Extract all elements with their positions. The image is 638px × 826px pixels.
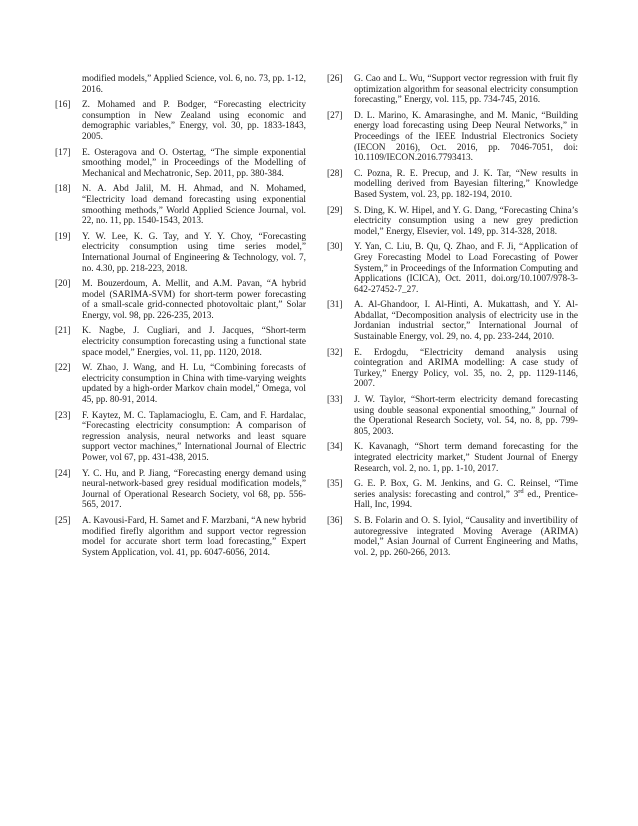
reference-28 bbox=[327, 169, 578, 201]
reference-number: [27] bbox=[327, 110, 343, 121]
reference-29 bbox=[327, 206, 578, 238]
reference-19 bbox=[55, 232, 306, 274]
reference-18 bbox=[55, 184, 306, 226]
reference-26 bbox=[327, 74, 578, 106]
reference-21 bbox=[55, 326, 306, 358]
reference-text: G. Cao and L. Wu, “Support vector regression with fruit fly optimization algorithm for seasonal electricity consumption forecasting,” Energy, vol. 115, pp. 734-745, 2016. bbox=[354, 74, 578, 106]
reference-text: D. L. Marino, K. Amarasinghe, and M. Manic, “Building energy load forecasting using Deep Neural Networks,” in Proceedings of the IEEE Industrial Electronics Society (IECON 2016), Oct. 2016, pp. 7046-7051, doi: 10.1109/IECON.2016.7793413. bbox=[354, 110, 578, 164]
reference-continuation bbox=[55, 74, 306, 95]
reference-number: [23] bbox=[55, 410, 71, 421]
reference-text: F. Kaytez, M. C. Taplamacioglu, E. Cam, and F. Hardalac, “Forecasting electricity consumption: A comparison of regression analysis, neural networks and least square support vector machines,” International Journal of Electric Power, vol 67, pp. 431-438, 2015. bbox=[82, 410, 306, 463]
reference-text: A. Kavousi-Fard, H. Samet and F. Marzbani, “A new hybrid modified firefly algorithm and support vector regression model for accurate short term load forecasting,” Expert System Application, vol. 41, pp. 6047-6056, 2014. bbox=[82, 515, 306, 558]
reference-number: [18] bbox=[55, 184, 71, 195]
reference-number: [29] bbox=[327, 205, 343, 216]
reference-text: S. B. Folarin and O. S. Iyiol, “Causality and invertibility of autoregressive integrated Moving Average (ARIMA) model,” Asian Journal of Current Engineering and Maths, vol. 2, pp. 260-266, 2013. bbox=[354, 515, 578, 558]
reference-number: [25] bbox=[55, 515, 71, 526]
reference-text: Z. Mohamed and P. Bodger, “Forecasting electricity consumption in New Zealand using economic and demographic variables,” Energy, vol. 30, pp. 1833-1843, 2005. bbox=[82, 100, 306, 142]
reference-number: [30] bbox=[327, 242, 343, 253]
reference-text: J. W. Taylor, “Short-term electricity demand forecasting using double seasonal exponential smoothing,” Journal of the Operational Research Society, vol. 54, no. 8, pp. 799-805, 2003. bbox=[354, 395, 578, 437]
reference-17 bbox=[55, 148, 306, 180]
reference-text: Y. W. Lee, K. G. Tay, and Y. Y. Choy, “Forecasting electricity consumption using time series model,” International Journal of Engineering & Technology, vol. 7, no. 4.30, pp. 218-223, 2018. bbox=[82, 231, 306, 274]
reference-number: [19] bbox=[55, 231, 71, 242]
reference-text: N. A. Abd Jalil, M. H. Ahmad, and N. Mohamed, “Electricity load demand forecasting using exponential smoothing methods,” World Applied Science Journal, vol. 22, no. 11, pp. 1540-1543, 2013. bbox=[82, 184, 306, 227]
reference-20 bbox=[55, 279, 306, 321]
reference-number: [24] bbox=[55, 468, 71, 479]
reference-number: [20] bbox=[55, 279, 71, 290]
references-left-column bbox=[55, 74, 306, 563]
reference-text: C. Pozna, R. E. Precup, and J. K. Tar, “New results in modelling derived from Bayesian filtering,” Knowledge Based System, vol. 23, pp. 182-194, 2010. bbox=[354, 168, 578, 200]
reference-number: [22] bbox=[55, 363, 71, 374]
reference-34 bbox=[327, 442, 578, 474]
reference-number: [36] bbox=[327, 515, 343, 526]
reference-number: [28] bbox=[327, 168, 343, 179]
reference-36 bbox=[327, 516, 578, 558]
reference-text: E. Erdogdu, “Electricity demand analysis using cointegration and ARIMA modelling: A case study of Turkey,” Energy Policy, vol. 35, no. 2, pp. 1129-1146, 2007. bbox=[354, 347, 578, 390]
reference-31 bbox=[327, 300, 578, 342]
reference-text: modified models,” Applied Science, vol. 6, no. 73, pp. 1-12, 2016. bbox=[82, 74, 306, 95]
reference-25 bbox=[55, 516, 306, 558]
reference-text: Y. C. Hu, and P. Jiang, “Forecasting energy demand using neural-network-based grey residual modification models,” Journal of Operational Research Society, vol 68, pp. 556-565, 2017. bbox=[82, 468, 306, 511]
reference-number: [32] bbox=[327, 347, 343, 358]
reference-text: M. Bouzerdoum, A. Mellit, and A.M. Pavan, “A hybrid model (SARIMA-SVM) for short-term power forecasting of a small-scale grid-connected photovoltaic plant,” Solar Energy, vol. 98, pp. 226-235, 2013. bbox=[82, 279, 306, 321]
reference-number: [16] bbox=[55, 100, 71, 111]
reference-33 bbox=[327, 395, 578, 437]
reference-number: [21] bbox=[55, 326, 71, 337]
reference-number: [34] bbox=[327, 442, 343, 453]
reference-16 bbox=[55, 100, 306, 142]
reference-32 bbox=[327, 348, 578, 390]
reference-24 bbox=[55, 469, 306, 511]
reference-text: S. Ding, K. W. Hipel, and Y. G. Dang, “Forecasting China’s electricity consumption using a new grey prediction model,” Energy, Elsevier, vol. 149, pp. 314-328, 2018. bbox=[354, 205, 578, 237]
reference-23 bbox=[55, 411, 306, 464]
references-right-column bbox=[327, 74, 578, 563]
reference-27 bbox=[327, 111, 578, 164]
reference-text: K. Nagbe, J. Cugliari, and J. Jacques, “Short-term electricity consumption forecasting using a functional state space model,” Energies, vol. 11, pp. 1120, 2018. bbox=[82, 326, 306, 358]
reference-superscript: rd bbox=[518, 487, 524, 495]
reference-number: [17] bbox=[55, 147, 71, 158]
reference-text-before: G. E. P. Box, G. M. Jenkins, and G. C. Reinsel, “Time series analysis: forecasting and control,” 3 bbox=[354, 479, 578, 500]
reference-text: K. Kavanagh, “Short term demand forecasting for the integrated electricity market,” Student Journal of Energy Research, vol. 2, no. 1, pp. 1-10, 2017. bbox=[354, 442, 578, 474]
reference-text: A. Al-Ghandoor, I. Al-Hinti, A. Mukattash, and Y. Al-Abdallat, “Decomposition analysis of electricity use in the Jordanian industrial sector,” International Journal of Sustainable Energy, vol. 29, no. 4, pp. 233-244, 2010. bbox=[354, 300, 578, 343]
reference-35 bbox=[327, 479, 578, 511]
reference-number: [26] bbox=[327, 74, 343, 84]
reference-number: [35] bbox=[327, 479, 343, 490]
reference-number: [31] bbox=[327, 300, 343, 311]
reference-22 bbox=[55, 363, 306, 405]
reference-text: Y. Yan, C. Liu, B. Qu, Q. Zhao, and F. Ji, “Application of Grey Forecasting Model to Load Forecasting of Power System,” in Proceedings of the Information Computing and Applications (ICICA), Oct. 2011, doi.org/10.1007/978-3-642-27452-7_27. bbox=[354, 242, 578, 295]
reference-text: W. Zhao, J. Wang, and H. Lu, “Combining forecasts of electricity consumption in China with time-varying weights updated by a high-order Markov chain model,” Omega, vol 45, pp. 80-91, 2014. bbox=[82, 363, 306, 406]
reference-number: [33] bbox=[327, 395, 343, 406]
reference-text-after: ed., Prentice-Hall, Inc, 1994. bbox=[354, 489, 578, 511]
reference-30 bbox=[327, 242, 578, 295]
reference-text: E. Osteragova and O. Ostertag, “The simple exponential smoothing model,” in Proceedings of the Modelling of Mechanical and Mechatronic, Sep. 2011, pp. 380-384. bbox=[82, 147, 306, 179]
